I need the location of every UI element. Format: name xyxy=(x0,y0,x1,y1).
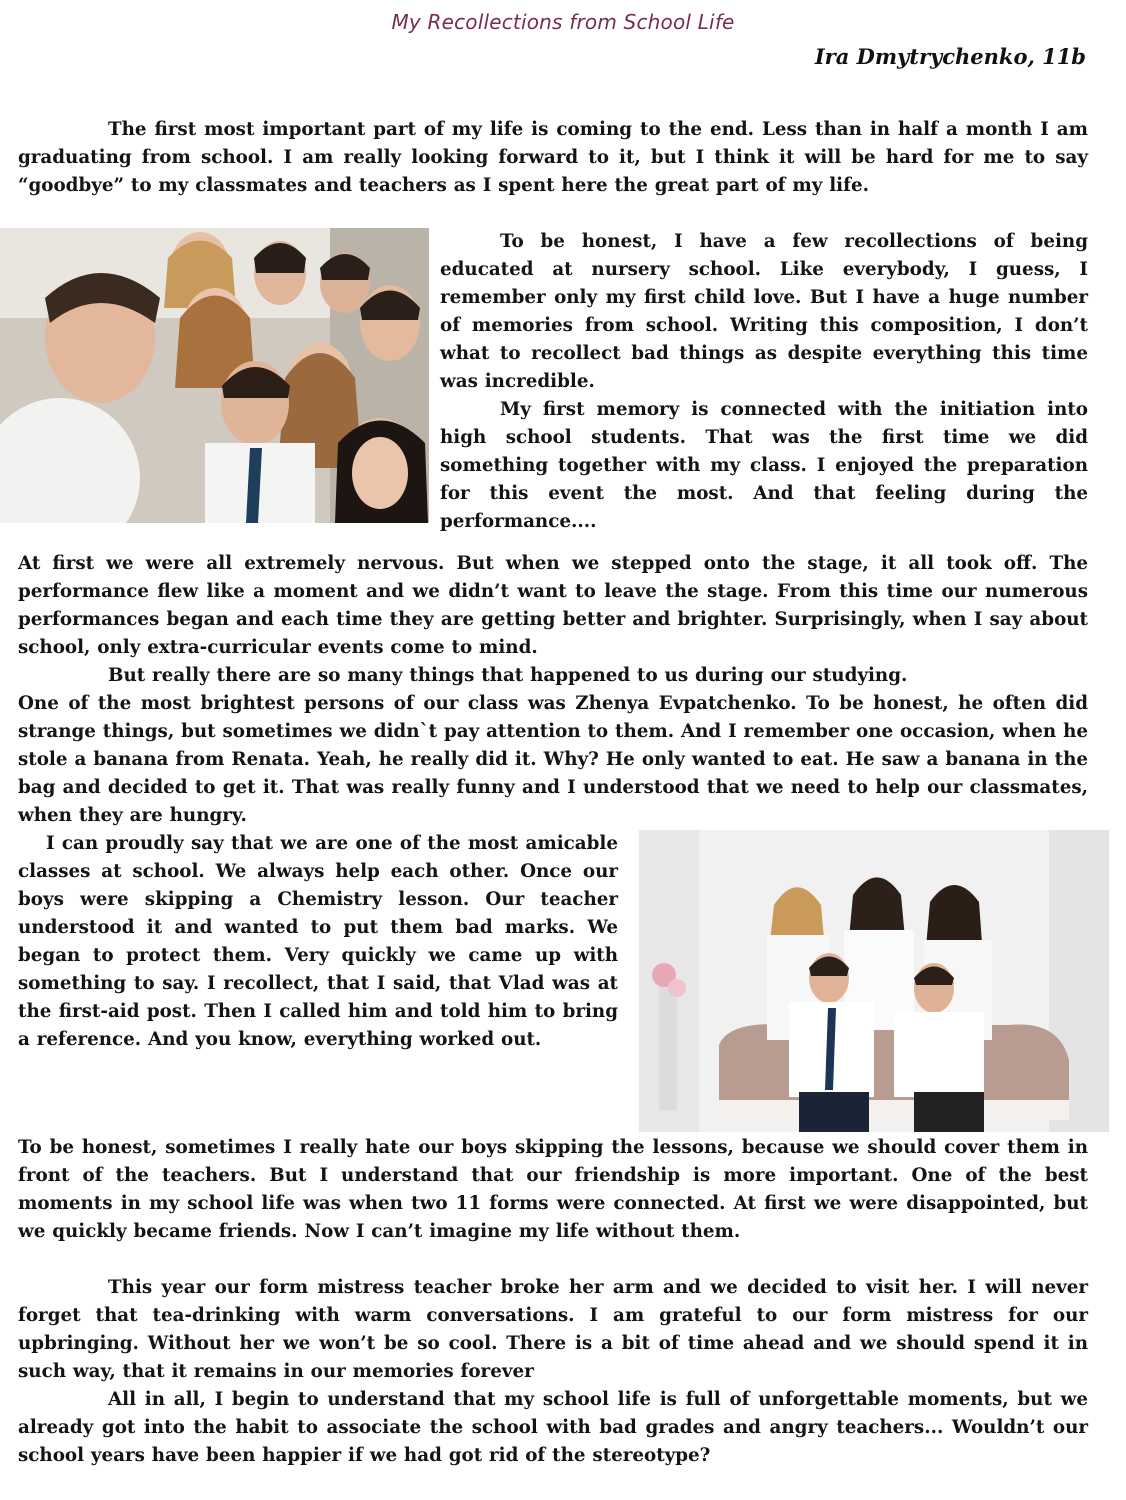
class-group-photo xyxy=(639,830,1109,1132)
paragraph-zhenya: One of the most brightest persons of our class was Zhenya Evpatchenko. To be honest, he often did strange things, but sometimes we didn`t pay attention to them. And I remember one occasion, when he stole a banana from Renata. Yeah, he really did it. Why? He only wanted to eat. He saw a banana in the bag and decided to get it. That was really funny and I understood that we need to help our classmates, when they are hungry. xyxy=(18,693,1088,826)
paragraph-amicable: I can proudly say that we are one of the most amicable classes at school. We always help each other. Once our boys were skipping a Chemistry lesson. Our teacher understood it and wanted to put them bad marks. We began to protect them. Very quickly we came up with something to say. I recollect, that I said, that Vlad was at the first-aid post. Then I called him and told him to bring a reference. And you know, everything worked out. xyxy=(18,833,618,1050)
document-title: My Recollections from School Life xyxy=(391,10,735,34)
paragraph-many-things: But really there are so many things that happened to us during our studying. xyxy=(108,665,908,686)
paragraph-form-mistress: This year our form mistress teacher broke her arm and we decided to visit her. I will never forget that tea-drinking with warm conversations. I am grateful to our form mistress for our upbringing. Without her we won’t be so cool. There is a bit of time ahead and we should spend it in such way, that it remains in our memories forever xyxy=(18,1277,1088,1382)
paragraph-friendship: To be honest, sometimes I really hate our boys skipping the lessons, because we should cover them in front of the teachers. But I understand that our friendship is more important. One of the best moments in my school life was when two 11 forms were connected. At first we were disappointed, but we quickly became friends. Now I can’t imagine my life without them. xyxy=(18,1137,1088,1242)
class-selfie-photo xyxy=(0,228,429,523)
paragraph-first-memory: My first memory is connected with the initiation into high school students. That was the first time we did something together with my class. I enjoyed the preparation for this event the most. And that feeling during the performance.... xyxy=(440,399,1088,532)
author-name: Ira Dmytrychenko, 11b xyxy=(814,44,1086,69)
paragraph-performance: At first we were all extremely nervous. But when we stepped onto the stage, it all took off. The performance flew like a moment and we didn’t want to leave the stage. From this time our numerous performances began and each time they are getting better and brighter. Surprisingly, when I say about school, only extra-curricular events come to mind. xyxy=(18,553,1088,658)
paragraph-nursery: To be honest, I have a few recollections of being educated at nursery school. Like everybody, I guess, I remember only my first child love. But I have a huge number of memories from school. Writing this composition, I don’t what to recollect bad things as despite everything this time was incredible. xyxy=(440,231,1088,392)
paragraph-intro: The first most important part of my life is coming to the end. Less than in half a month I am graduating from school. I am really looking forward to it, but I think it will be hard for me to say “goodbye” to my classmates and teachers as I spent here the great part of my life. xyxy=(18,119,1088,196)
paragraph-conclusion: All in all, I begin to understand that my school life is full of unforgettable moments, but we already got into the habit to associate the school with bad grades and angry teachers... Wouldn’t our school years have been happier if we had got rid of the stereotype? xyxy=(18,1389,1088,1466)
